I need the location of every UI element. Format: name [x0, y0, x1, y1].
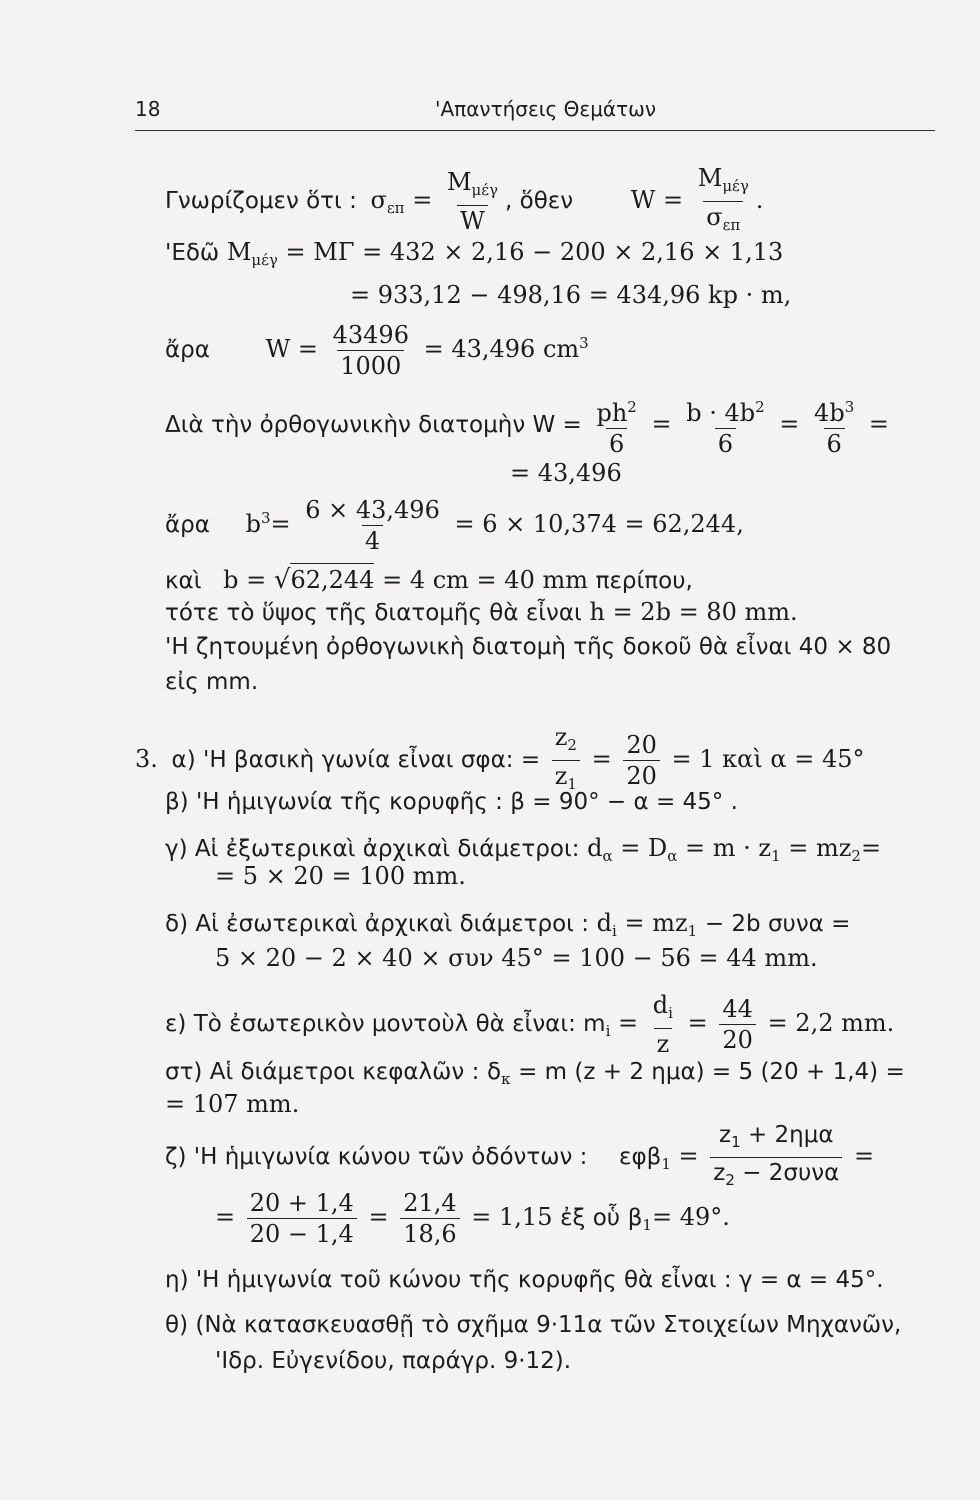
- header-rule: [135, 130, 935, 131]
- line-24: θ) (Νὰ κατασκευασθῇ τὸ σχῆμα 9·11α τῶν Στοιχείων Μηχανῶν,: [165, 1312, 902, 1338]
- running-title: 'Απαντήσεις Θεμάτων: [435, 97, 657, 121]
- fraction: $\frac{4b^3}{6}$: [814, 398, 855, 458]
- line-21: ζ) 'Η ἡμιγωνία κώνου τῶν ὀδόντων : εφβ$_1$ = $\frac{z_1 + 2\eta\mu\alpha}{z_2 - 2\sigma\upsilon\nu\alpha}$ =: [165, 1120, 874, 1195]
- fraction: $\frac{6 \times 43,496}{4}$: [305, 496, 440, 555]
- line-19: στ) Αἱ διάμετροι κεφαλῶν : $\delta_\kappa = m$ (z + 2 ημα) = 5 (20 + 1,4) =: [165, 1059, 905, 1088]
- line-7: ἄρα $b^3=$ $\frac{6 \times 43,496}{4}$ = 6 × 10,374 = 62,244,: [165, 496, 744, 555]
- line-3: = 933,12 − 498,16 = 434,96 kp · m,: [350, 281, 792, 309]
- page-number: 18: [135, 97, 161, 121]
- line-15: = 5 × 20 = 100 mm.: [215, 862, 466, 890]
- fraction: $\frac{M_{\mu έ\gamma}}{\sigma_{\varepsilon\pi}}$: [695, 163, 752, 240]
- line-9: τότε τὸ ὕψος τῆς διατομῆς θὰ εἶναι h = 2b = 80 mm.: [165, 598, 798, 626]
- line-6: = 43,496: [510, 459, 622, 487]
- fraction: $\frac{20 + 1,4}{20 - 1,4}$: [247, 1188, 357, 1249]
- line-16: δ) Αἱ ἐσωτερικαὶ ἀρχικαὶ διάμετροι : $d_i = mz_1 - 2b$ συνα =: [165, 909, 851, 940]
- line-8: καὶ b = √62,244 = 4 cm = 40 mm περίπου,: [165, 565, 693, 595]
- fraction: $\frac{z_2}{z_1}$: [552, 722, 580, 799]
- line-23: η) 'Η ἡμιγωνία τοῦ κώνου τῆς κορυφῆς θὰ εἶναι : γ = α = 45°.: [165, 1267, 884, 1293]
- line-25: 'Ιδρ. Εὐγενίδου, παράγρ. 9·12).: [215, 1348, 572, 1374]
- fraction: $\frac{44}{20}$: [719, 994, 756, 1055]
- line-5: Διὰ τὴν ὀρθογωνικὴν διατομὴν W = $\frac{ph^2}{6}$ = $\frac{b \cdot 4b^2}{6}$ = $\frac{4b^3}{6}$ =: [165, 392, 889, 459]
- line-12: 3. α) 'Η βασικὴ γωνία εἶναι σφα: = $\frac{z_2}{z_1}$ = $\frac{20}{20}$ = 1 καὶ α = 45°: [135, 722, 865, 799]
- line-10: 'Η ζητουμένη ὀρθογωνικὴ διατομὴ τῆς δοκοῦ θὰ εἶναι 40 × 80: [165, 634, 892, 660]
- line-18: ε) Τὸ ἐσωτερικὸν μοντοὺλ θὰ εἶναι: $m_i$ = $\frac{d_i}{z}$ = $\frac{44}{20}$ = 2,2 mm.: [165, 991, 895, 1058]
- line-14: γ) Αἱ ἐξωτερικαὶ ἀρχικαὶ διάμετροι: $d_\alpha = D_\alpha = m \cdot z_1 = mz_2=$: [165, 834, 882, 865]
- page-header: [135, 97, 935, 125]
- fraction: $\frac{b \cdot 4b^2}{6}$: [686, 398, 765, 458]
- fraction: $\frac{z_1 + 2\eta\mu\alpha}{z_2 - 2\sigma\upsilon\nu\alpha}$: [710, 1120, 842, 1195]
- line-2: 'Εδῶ $M_{\mu έ\gamma} = M\Gamma = 432 \times 2,16 - 200 \times 2,16 \times 1,13$: [165, 238, 784, 269]
- line-1: Γνωρίζομεν ὅτι : $\sigma_{\varepsilon\pi}$ = $\frac{M_{\mu έ\gamma}}{W}$ , ὅθεν W = $\frac{M_{\mu έ\gamma}}{\sigma_{\varepsilon\pi}}$ .: [165, 163, 763, 240]
- fraction: $\frac{ph^2}{6}$: [596, 398, 637, 458]
- line-4: ἄρα W = $\frac{43496}{1000}$ = 43,496 $cm^3$: [165, 321, 589, 380]
- sqrt-sign: √: [273, 565, 291, 595]
- fraction: $\frac{20}{20}$: [623, 730, 660, 791]
- fraction: $\frac{21,4}{18,6}$: [400, 1188, 459, 1249]
- line-17: 5 × 20 − 2 × 40 × συν 45° = 100 − 56 = 44 mm.: [215, 944, 818, 972]
- fraction: $\frac{M_{\mu έ\gamma}}{W}$: [446, 168, 498, 235]
- line-11: εἰς mm.: [165, 669, 259, 695]
- line-20: = 107 mm.: [165, 1090, 300, 1118]
- line-13: β) 'Η ἡμιγωνία τῆς κορυφῆς : β = 90° − α = 45° .: [165, 789, 738, 815]
- fraction: $\frac{43496}{1000}$: [332, 321, 409, 380]
- fraction: $\frac{d_i}{z}$: [652, 991, 673, 1058]
- line-22: = $\frac{20 + 1,4}{20 - 1,4}$ = $\frac{21,4}{18,6}$ = 1,15 ἐξ οὗ $\beta_1= 49^\circ$.: [215, 1189, 730, 1248]
